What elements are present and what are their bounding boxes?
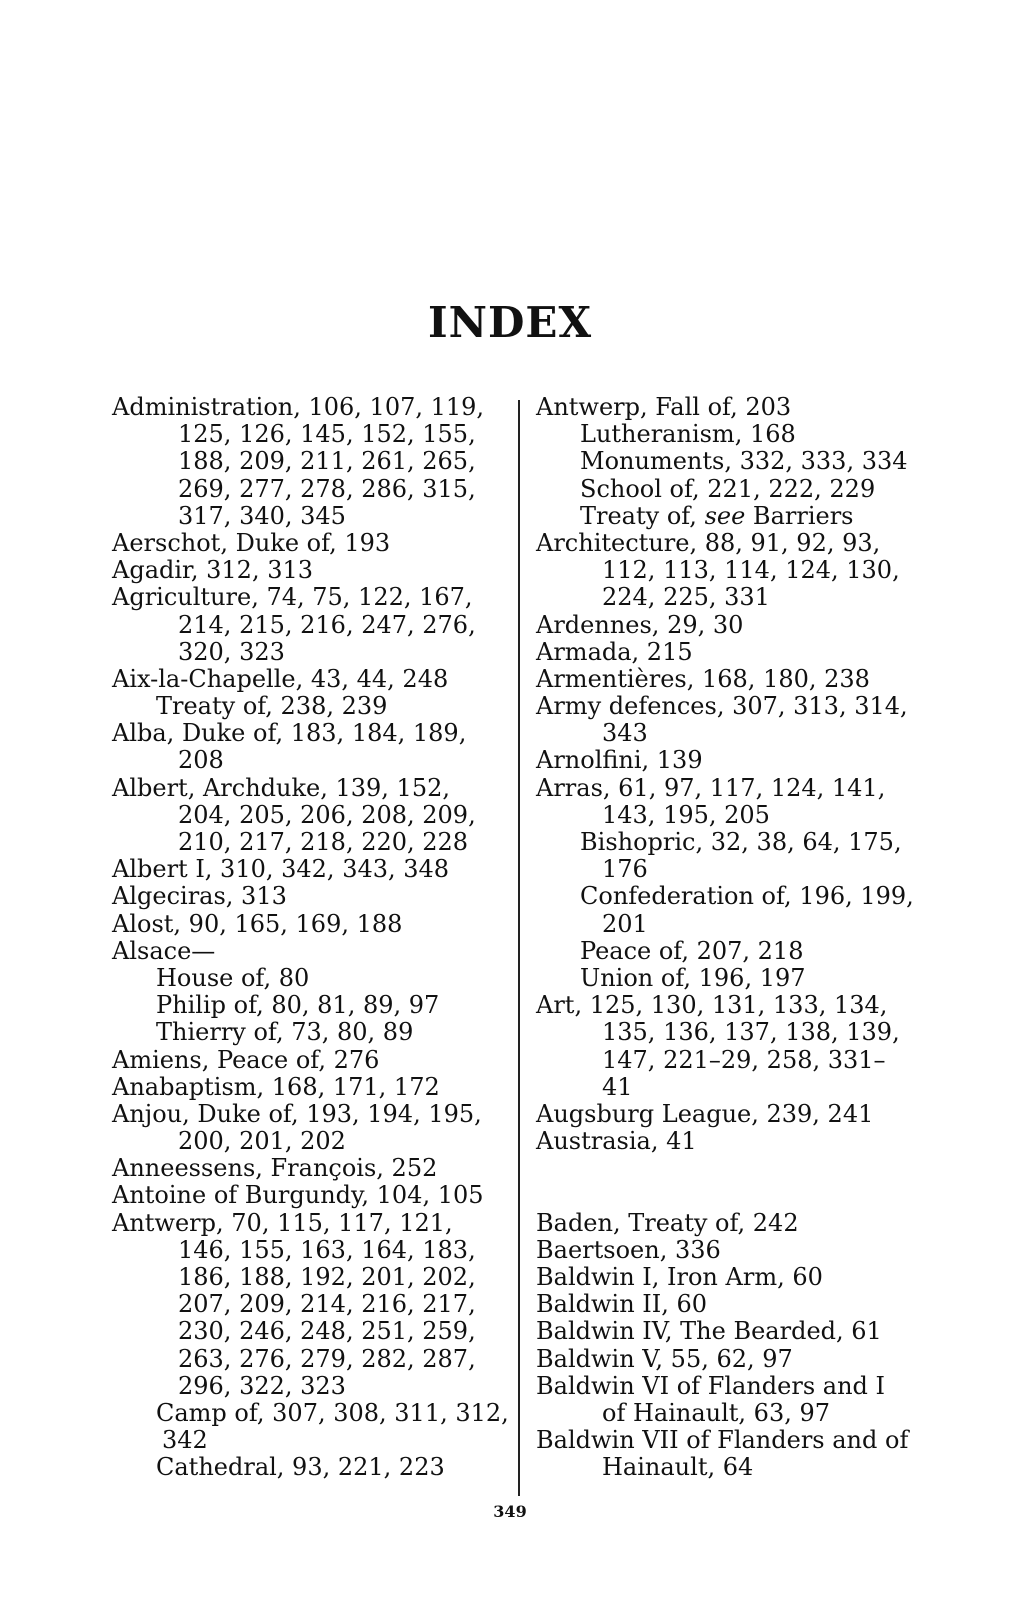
index-entry: Alba, Duke of, 183, 184, 189, — [112, 719, 467, 748]
index-entry: Ardennes, 29, 30 — [536, 610, 744, 639]
index-entry: Arnolfini, 139 — [536, 746, 703, 775]
page-title: INDEX — [427, 298, 593, 347]
index-entry: Baldwin VI of Flanders and I — [536, 1371, 886, 1400]
index-continuation: 230, 246, 248, 251, 259, — [178, 1317, 476, 1346]
index-entry: Army defences, 307, 313, 314, — [536, 692, 908, 721]
index-continuation: 317, 340, 345 — [178, 501, 346, 530]
column-divider — [518, 400, 520, 1496]
index-subentry: Union of, 196, 197 — [580, 963, 806, 992]
index-entry: Algeciras, 313 — [112, 882, 287, 911]
page-number: 349 — [493, 1502, 527, 1521]
index-subentry: Lutheranism, 168 — [580, 420, 796, 449]
index-gap — [536, 1182, 936, 1209]
index-entry: Albert I, 310, 342, 343, 348 — [112, 855, 450, 884]
index-subentry: Monuments, 332, 333, 334 — [580, 447, 908, 476]
index-entry: Baden, Treaty of, 242 — [536, 1208, 799, 1237]
index-entry: Amiens, Peace of, 276 — [112, 1045, 380, 1074]
index-entry: Armentières, 168, 180, 238 — [536, 664, 870, 693]
index-continuation: 320, 323 — [178, 637, 285, 666]
index-continuation: 176 — [602, 855, 648, 884]
index-continuation: 125, 126, 145, 152, 155, — [178, 420, 476, 449]
index-entry: Antwerp, Fall of, 203 — [536, 393, 792, 421]
index-entry: Anjou, Duke of, 193, 194, 195, — [112, 1099, 482, 1128]
index-continuation: 296, 322, 323 — [178, 1371, 346, 1400]
index-continuation: 342 — [162, 1426, 208, 1455]
index-column-right — [536, 394, 936, 1482]
index-entry: Baldwin IV, The Bearded, 61 — [536, 1317, 882, 1346]
index-continuation: 41 — [602, 1072, 633, 1101]
index-entry: Administration, 106, 107, 119, — [112, 393, 485, 421]
index-entry: Baldwin V, 55, 62, 97 — [536, 1344, 793, 1373]
index-continuation: 188, 209, 211, 261, 265, — [178, 447, 476, 476]
index-entry: Architecture, 88, 91, 92, 93, — [536, 528, 881, 557]
index-entry: Albert, Archduke, 139, 152, — [112, 773, 450, 802]
index-gap — [536, 1155, 936, 1182]
index-continuation: 263, 276, 279, 282, 287, — [178, 1344, 476, 1373]
index-subentry: Treaty of, see Barriers — [580, 501, 854, 530]
index-entry: Art, 125, 130, 131, 133, 134, — [536, 991, 888, 1020]
index-continuation: 208 — [178, 746, 224, 775]
index-entry: Antwerp, 70, 115, 117, 121, — [112, 1208, 453, 1237]
index-subentry: Treaty of, 238, 239 — [156, 692, 388, 721]
index-subentry: Cathedral, 93, 221, 223 — [156, 1453, 445, 1482]
index-continuation: 224, 225, 331 — [602, 583, 770, 612]
index-column-left — [112, 394, 512, 1482]
index-continuation: 186, 188, 192, 201, 202, — [178, 1263, 476, 1291]
index-entry: Baldwin II, 60 — [536, 1290, 708, 1319]
index-continuation: of Hainault, 63, 97 — [602, 1398, 831, 1427]
index-entry: Anabaptism, 168, 171, 172 — [112, 1072, 440, 1101]
index-continuation: 201 — [602, 909, 648, 938]
index-entry: Aerschot, Duke of, 193 — [112, 528, 391, 557]
index-subentry: House of, 80 — [156, 963, 310, 992]
index-continuation: 147, 221–29, 258, 331– — [602, 1045, 886, 1074]
index-continuation: 207, 209, 214, 216, 217, — [178, 1290, 476, 1319]
index-continuation: Hainault, 64 — [602, 1453, 754, 1482]
index-entry: Alost, 90, 165, 169, 188 — [112, 909, 403, 938]
index-entry: Baertsoen, 336 — [536, 1235, 721, 1264]
index-subentry: Philip of, 80, 81, 89, 97 — [156, 991, 440, 1020]
index-entry: Aix-la-Chapelle, 43, 44, 248 — [112, 664, 449, 693]
index-continuation: 135, 136, 137, 138, 139, — [602, 1018, 900, 1047]
index-subentry: Bishopric, 32, 38, 64, 175, — [580, 828, 902, 856]
index-continuation: 112, 113, 114, 124, 130, — [602, 556, 900, 585]
index-continuation: 214, 215, 216, 247, 276, — [178, 610, 476, 639]
index-entry: Austrasia, 41 — [536, 1127, 697, 1156]
index-continuation: 343 — [602, 719, 648, 748]
index-subentry: Peace of, 207, 218 — [580, 936, 804, 965]
index-subentry: Camp of, 307, 308, 311, 312, — [156, 1398, 509, 1427]
index-entry: Baldwin I, Iron Arm, 60 — [536, 1263, 823, 1291]
index-continuation: 143, 195, 205 — [602, 800, 770, 829]
index-entry: Antoine of Burgundy, 104, 105 — [112, 1181, 484, 1210]
index-entry: Agriculture, 74, 75, 122, 167, — [112, 583, 473, 612]
index-entry: Armada, 215 — [536, 637, 693, 666]
index-entry: Anneessens, François, 252 — [112, 1154, 438, 1183]
index-entry: Agadir, 312, 313 — [112, 556, 314, 585]
index-continuation: 210, 217, 218, 220, 228 — [178, 828, 469, 856]
index-entry: Baldwin VII of Flanders and of — [536, 1426, 909, 1455]
index-subentry: Confederation of, 196, 199, — [580, 882, 914, 911]
index-entry: Augsburg League, 239, 241 — [536, 1099, 874, 1128]
index-subentry: Thierry of, 73, 80, 89 — [156, 1018, 414, 1047]
index-continuation: 146, 155, 163, 164, 183, — [178, 1235, 476, 1264]
index-entry: Arras, 61, 97, 117, 124, 141, — [536, 773, 886, 802]
index-subentry: School of, 221, 222, 229 — [580, 474, 876, 503]
index-continuation: 200, 201, 202 — [178, 1127, 346, 1156]
index-entry: Alsace— — [112, 936, 216, 965]
index-continuation: 204, 205, 206, 208, 209, — [178, 800, 476, 829]
index-continuation: 269, 277, 278, 286, 315, — [178, 474, 476, 503]
